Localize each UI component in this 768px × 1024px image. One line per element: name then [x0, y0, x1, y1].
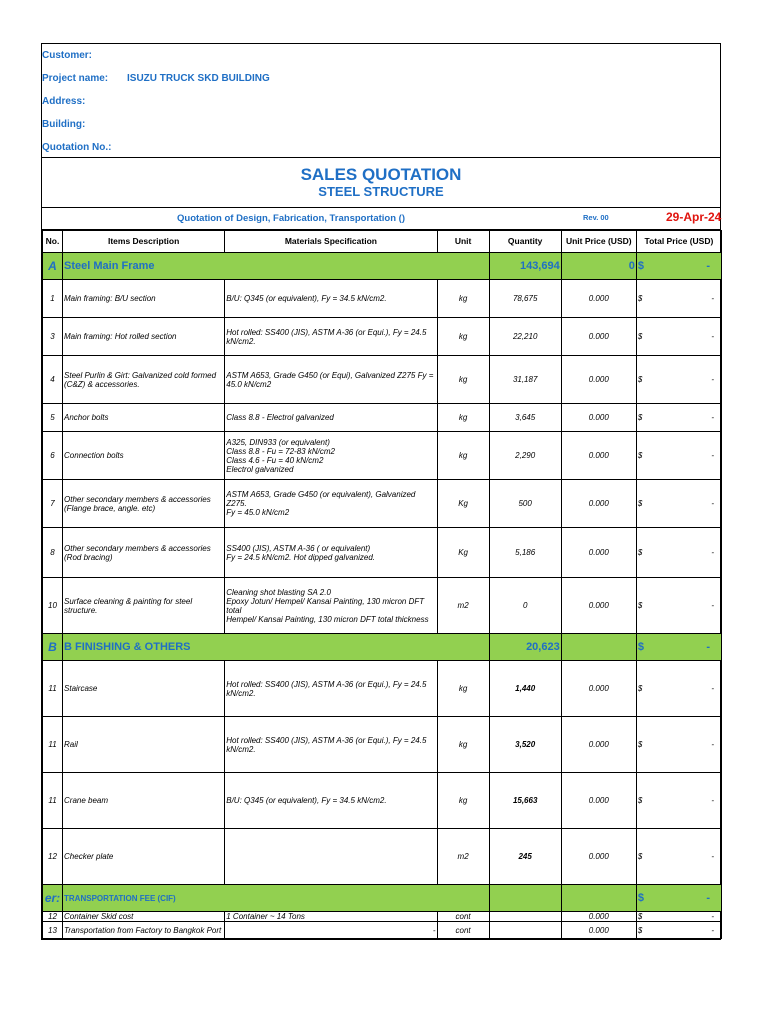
currency-symbol: $ [637, 259, 644, 272]
currency-symbol: $ [637, 912, 643, 921]
row-description: Main framing: Hot rolled section [63, 318, 225, 356]
section-unit-price [561, 634, 636, 661]
row-specification: B/U: Q345 (or equivalent), Fy = 34.5 kN/cm2. [225, 280, 437, 318]
table-row [43, 356, 722, 404]
row-unit: m2 [437, 578, 489, 634]
row-total-value: - [711, 601, 714, 610]
project-name: ISUZU TRUCK SKD BUILDING [127, 73, 270, 84]
section-unit-price [561, 885, 636, 912]
section-letter: A [43, 253, 63, 280]
row-no: 5 [43, 404, 63, 432]
row-total [636, 356, 721, 404]
currency-symbol: $ [637, 375, 643, 384]
project-row [42, 73, 342, 84]
table-row [43, 432, 722, 480]
section-total [636, 885, 721, 912]
col-unit: Unit [437, 231, 489, 253]
section-total-value: - [706, 640, 710, 653]
row-description: Staircase [63, 661, 225, 717]
currency-symbol: $ [637, 740, 643, 749]
row-description: Crane beam [63, 773, 225, 829]
row-total-value: - [711, 332, 714, 341]
row-total-wrap [638, 294, 720, 303]
row-specification: ASTM A653, Grade G450 (or equivalent), Galvanized Z275. Fy = 45.0 kN/cm2 [225, 480, 437, 528]
section-letter: er: [43, 885, 63, 912]
section-row [43, 885, 722, 912]
row-total [636, 922, 721, 939]
row-total-wrap [638, 740, 720, 749]
row-total-value: - [711, 413, 714, 422]
row-description: Container Skid cost [63, 912, 225, 922]
row-unit: kg [437, 717, 489, 773]
row-total [636, 318, 721, 356]
row-specification: B/U: Q345 (or equivalent), Fy = 34.5 kN/cm2. [225, 773, 437, 829]
row-no: 12 [43, 912, 63, 922]
quotation-table [42, 230, 722, 939]
col-quantity: Quantity [489, 231, 561, 253]
row-unit-price: 0.000 [561, 912, 636, 922]
currency-symbol: $ [637, 294, 643, 303]
row-total-wrap [638, 332, 720, 341]
row-unit: cont [437, 922, 489, 939]
row-total-wrap [638, 601, 720, 610]
section-total-value: - [706, 259, 710, 272]
row-no: 4 [43, 356, 63, 404]
row-specification: ASTM A653, Grade G450 (or Equi), Galvanized Z275 Fy = 45.0 kN/cm2 [225, 356, 437, 404]
col-items-description: Items Description [63, 231, 225, 253]
quotation-date: 29-Apr-24 [666, 210, 722, 224]
table-row [43, 404, 722, 432]
section-total [636, 253, 721, 280]
table-row [43, 773, 722, 829]
section-total-wrap [637, 640, 720, 653]
table-row [43, 922, 722, 939]
row-unit-price: 0.000 [561, 829, 636, 885]
address-label: Address: [42, 96, 86, 107]
building-label: Building: [42, 119, 86, 130]
row-total-wrap [638, 499, 720, 508]
currency-symbol: $ [637, 413, 643, 422]
section-quantity: 143,694 [489, 253, 561, 280]
section-quantity [489, 885, 561, 912]
row-total-value: - [711, 852, 714, 861]
row-quantity [489, 922, 561, 939]
row-quantity: 1,440 [489, 661, 561, 717]
row-quantity: 31,187 [489, 356, 561, 404]
row-unit: kg [437, 661, 489, 717]
row-quantity: 5,186 [489, 528, 561, 578]
section-total [636, 634, 721, 661]
row-unit: kg [437, 356, 489, 404]
page-title: SALES QUOTATION [300, 165, 462, 184]
row-description: Other secondary members & accessories (Flange brace, angle. etc) [63, 480, 225, 528]
table-row [43, 717, 722, 773]
row-total-wrap [638, 548, 720, 557]
row-total-wrap [638, 926, 720, 935]
row-total [636, 578, 721, 634]
row-unit: cont [437, 912, 489, 922]
project-label: Project name: [42, 73, 109, 84]
row-total-wrap [638, 852, 720, 861]
row-description: Transportation from Factory to Bangkok Port [63, 922, 225, 939]
row-no: 3 [43, 318, 63, 356]
row-quantity: 0 [489, 578, 561, 634]
row-quantity: 78,675 [489, 280, 561, 318]
section-row [43, 634, 722, 661]
quotation-subheader [42, 208, 720, 230]
row-specification: Hot rolled: SS400 (JIS), ASTM A-36 (or Equi.), Fy = 24.5 kN/cm2. [225, 318, 437, 356]
row-quantity: 245 [489, 829, 561, 885]
table-row [43, 578, 722, 634]
row-no: 12 [43, 829, 63, 885]
currency-symbol: $ [637, 925, 643, 935]
row-unit-price: 0.000 [561, 717, 636, 773]
row-unit: kg [437, 404, 489, 432]
row-unit: kg [437, 432, 489, 480]
row-description: Checker plate [63, 829, 225, 885]
col-unit-price: Unit Price (USD) [561, 231, 636, 253]
row-description: Rail [63, 717, 225, 773]
row-total [636, 661, 721, 717]
row-description: Anchor bolts [63, 404, 225, 432]
row-description: Steel Purlin & Girt: Galvanized cold formed (C&Z) & accessories. [63, 356, 225, 404]
customer-info [42, 44, 720, 158]
row-quantity: 3,645 [489, 404, 561, 432]
section-title: B FINISHING & OTHERS [63, 634, 490, 661]
row-description: Main framing: B/U section [63, 280, 225, 318]
row-unit-price: 0.000 [561, 661, 636, 717]
row-quantity [489, 912, 561, 922]
row-specification: SS400 (JIS), ASTM A-36 ( or equivalent) Fy = 24.5 kN/cm2. Hot dipped galvanized. [225, 528, 437, 578]
currency-symbol: $ [637, 640, 644, 653]
section-quantity: 20,623 [489, 634, 561, 661]
currency-symbol: $ [637, 451, 643, 460]
currency-symbol: $ [637, 852, 643, 861]
customer-label: Customer: [42, 50, 93, 61]
row-total-value: - [711, 451, 714, 460]
row-total-value: - [711, 925, 714, 935]
col-total-price: Total Price (USD) [636, 231, 721, 253]
table-row [43, 528, 722, 578]
row-quantity: 3,520 [489, 717, 561, 773]
section-row [43, 253, 722, 280]
row-no: 8 [43, 528, 63, 578]
row-unit: Kg [437, 480, 489, 528]
row-total-value: - [711, 375, 714, 384]
row-total-value: - [711, 684, 714, 693]
row-total [636, 717, 721, 773]
row-specification: 1 Container ~ 14 Tons [225, 912, 437, 922]
quotation-no-label: Quotation No.: [42, 142, 112, 153]
currency-symbol: $ [637, 601, 643, 610]
section-unit-price: 0 [561, 253, 636, 280]
row-no: 11 [43, 773, 63, 829]
address-row [42, 96, 85, 107]
row-specification: Cleaning shot blasting SA 2.0 Epoxy Jotun/ Hempel/ Kansai Painting, 130 micron DFT total Hempel/ Kansai Painting, 130 micron DFT total thickness [225, 578, 437, 634]
currency-symbol: $ [637, 548, 643, 557]
row-quantity: 2,290 [489, 432, 561, 480]
row-unit: kg [437, 773, 489, 829]
row-total-value: - [711, 740, 714, 749]
row-unit: Kg [437, 528, 489, 578]
row-total-value: - [711, 912, 714, 921]
section-letter: B [43, 634, 63, 661]
page-subtitle: STEEL STRUCTURE [318, 184, 444, 199]
row-no: 11 [43, 661, 63, 717]
row-unit: kg [437, 318, 489, 356]
row-specification: - [225, 922, 437, 939]
table-row [43, 318, 722, 356]
row-no: 10 [43, 578, 63, 634]
quotation-sheet [41, 43, 721, 940]
row-specification [225, 829, 437, 885]
table-row [43, 829, 722, 885]
row-total [636, 773, 721, 829]
row-total [636, 404, 721, 432]
row-total [636, 432, 721, 480]
row-total [636, 528, 721, 578]
table-row [43, 661, 722, 717]
row-unit: kg [437, 280, 489, 318]
section-total-value: - [706, 891, 710, 904]
row-total-value: - [711, 796, 714, 805]
table-row [43, 280, 722, 318]
row-unit-price: 0.000 [561, 280, 636, 318]
row-total [636, 829, 721, 885]
row-no: 6 [43, 432, 63, 480]
table-row [43, 912, 722, 922]
title-box [42, 158, 720, 208]
row-no: 11 [43, 717, 63, 773]
row-quantity: 22,210 [489, 318, 561, 356]
row-no: 13 [43, 922, 63, 939]
row-no: 1 [43, 280, 63, 318]
row-description: Other secondary members & accessories (Rod bracing) [63, 528, 225, 578]
table-header [43, 231, 722, 253]
col-materials-specification: Materials Specification [225, 231, 437, 253]
quotation-scope: Quotation of Design, Fabrication, Transportation () [177, 213, 405, 224]
row-unit-price: 0.000 [561, 922, 636, 939]
row-specification: Hot rolled: SS400 (JIS), ASTM A-36 (or Equi.), Fy = 24.5 kN/cm2. [225, 717, 437, 773]
row-total-wrap [638, 684, 720, 693]
col-no: No. [43, 231, 63, 253]
row-quantity: 500 [489, 480, 561, 528]
row-total [636, 280, 721, 318]
currency-symbol: $ [637, 796, 643, 805]
currency-symbol: $ [637, 332, 643, 341]
row-unit-price: 0.000 [561, 528, 636, 578]
section-total-wrap [637, 891, 720, 904]
revision: Rev. 00 [583, 213, 609, 222]
row-description: Connection bolts [63, 432, 225, 480]
currency-symbol: $ [637, 684, 643, 693]
section-title: TRANSPORTATION FEE (CIF) [63, 885, 490, 912]
row-unit-price: 0.000 [561, 578, 636, 634]
section-total-wrap [637, 259, 720, 272]
row-total-value: - [711, 548, 714, 557]
row-specification: Class 8.8 - Electrol galvanized [225, 404, 437, 432]
row-unit-price: 0.000 [561, 773, 636, 829]
row-total-wrap [638, 375, 720, 384]
section-title: Steel Main Frame [63, 253, 490, 280]
building-row [42, 119, 85, 130]
row-quantity: 15,663 [489, 773, 561, 829]
row-description: Surface cleaning & painting for steel structure. [63, 578, 225, 634]
row-unit-price: 0.000 [561, 318, 636, 356]
row-total-value: - [711, 294, 714, 303]
quotation-no-row [42, 142, 111, 153]
table-row [43, 480, 722, 528]
row-total [636, 912, 721, 922]
row-unit-price: 0.000 [561, 356, 636, 404]
row-total-wrap [638, 796, 720, 805]
currency-symbol: $ [637, 891, 644, 904]
row-total-value: - [711, 499, 714, 508]
row-unit: m2 [437, 829, 489, 885]
customer-row [42, 50, 92, 61]
row-unit-price: 0.000 [561, 404, 636, 432]
row-total-wrap [638, 413, 720, 422]
row-total [636, 480, 721, 528]
row-total-wrap [638, 451, 720, 460]
row-no: 7 [43, 480, 63, 528]
row-specification: Hot rolled: SS400 (JIS), ASTM A-36 (or Equi.), Fy = 24.5 kN/cm2. [225, 661, 437, 717]
row-specification: A325, DIN933 (or equivalent) Class 8.8 - Fu = 72-83 kN/cm2 Class 4.6 - Fu = 40 kN/cm2 Electrol galvanized [225, 432, 437, 480]
currency-symbol: $ [637, 499, 643, 508]
row-unit-price: 0.000 [561, 480, 636, 528]
row-total-wrap [638, 912, 720, 921]
row-unit-price: 0.000 [561, 432, 636, 480]
